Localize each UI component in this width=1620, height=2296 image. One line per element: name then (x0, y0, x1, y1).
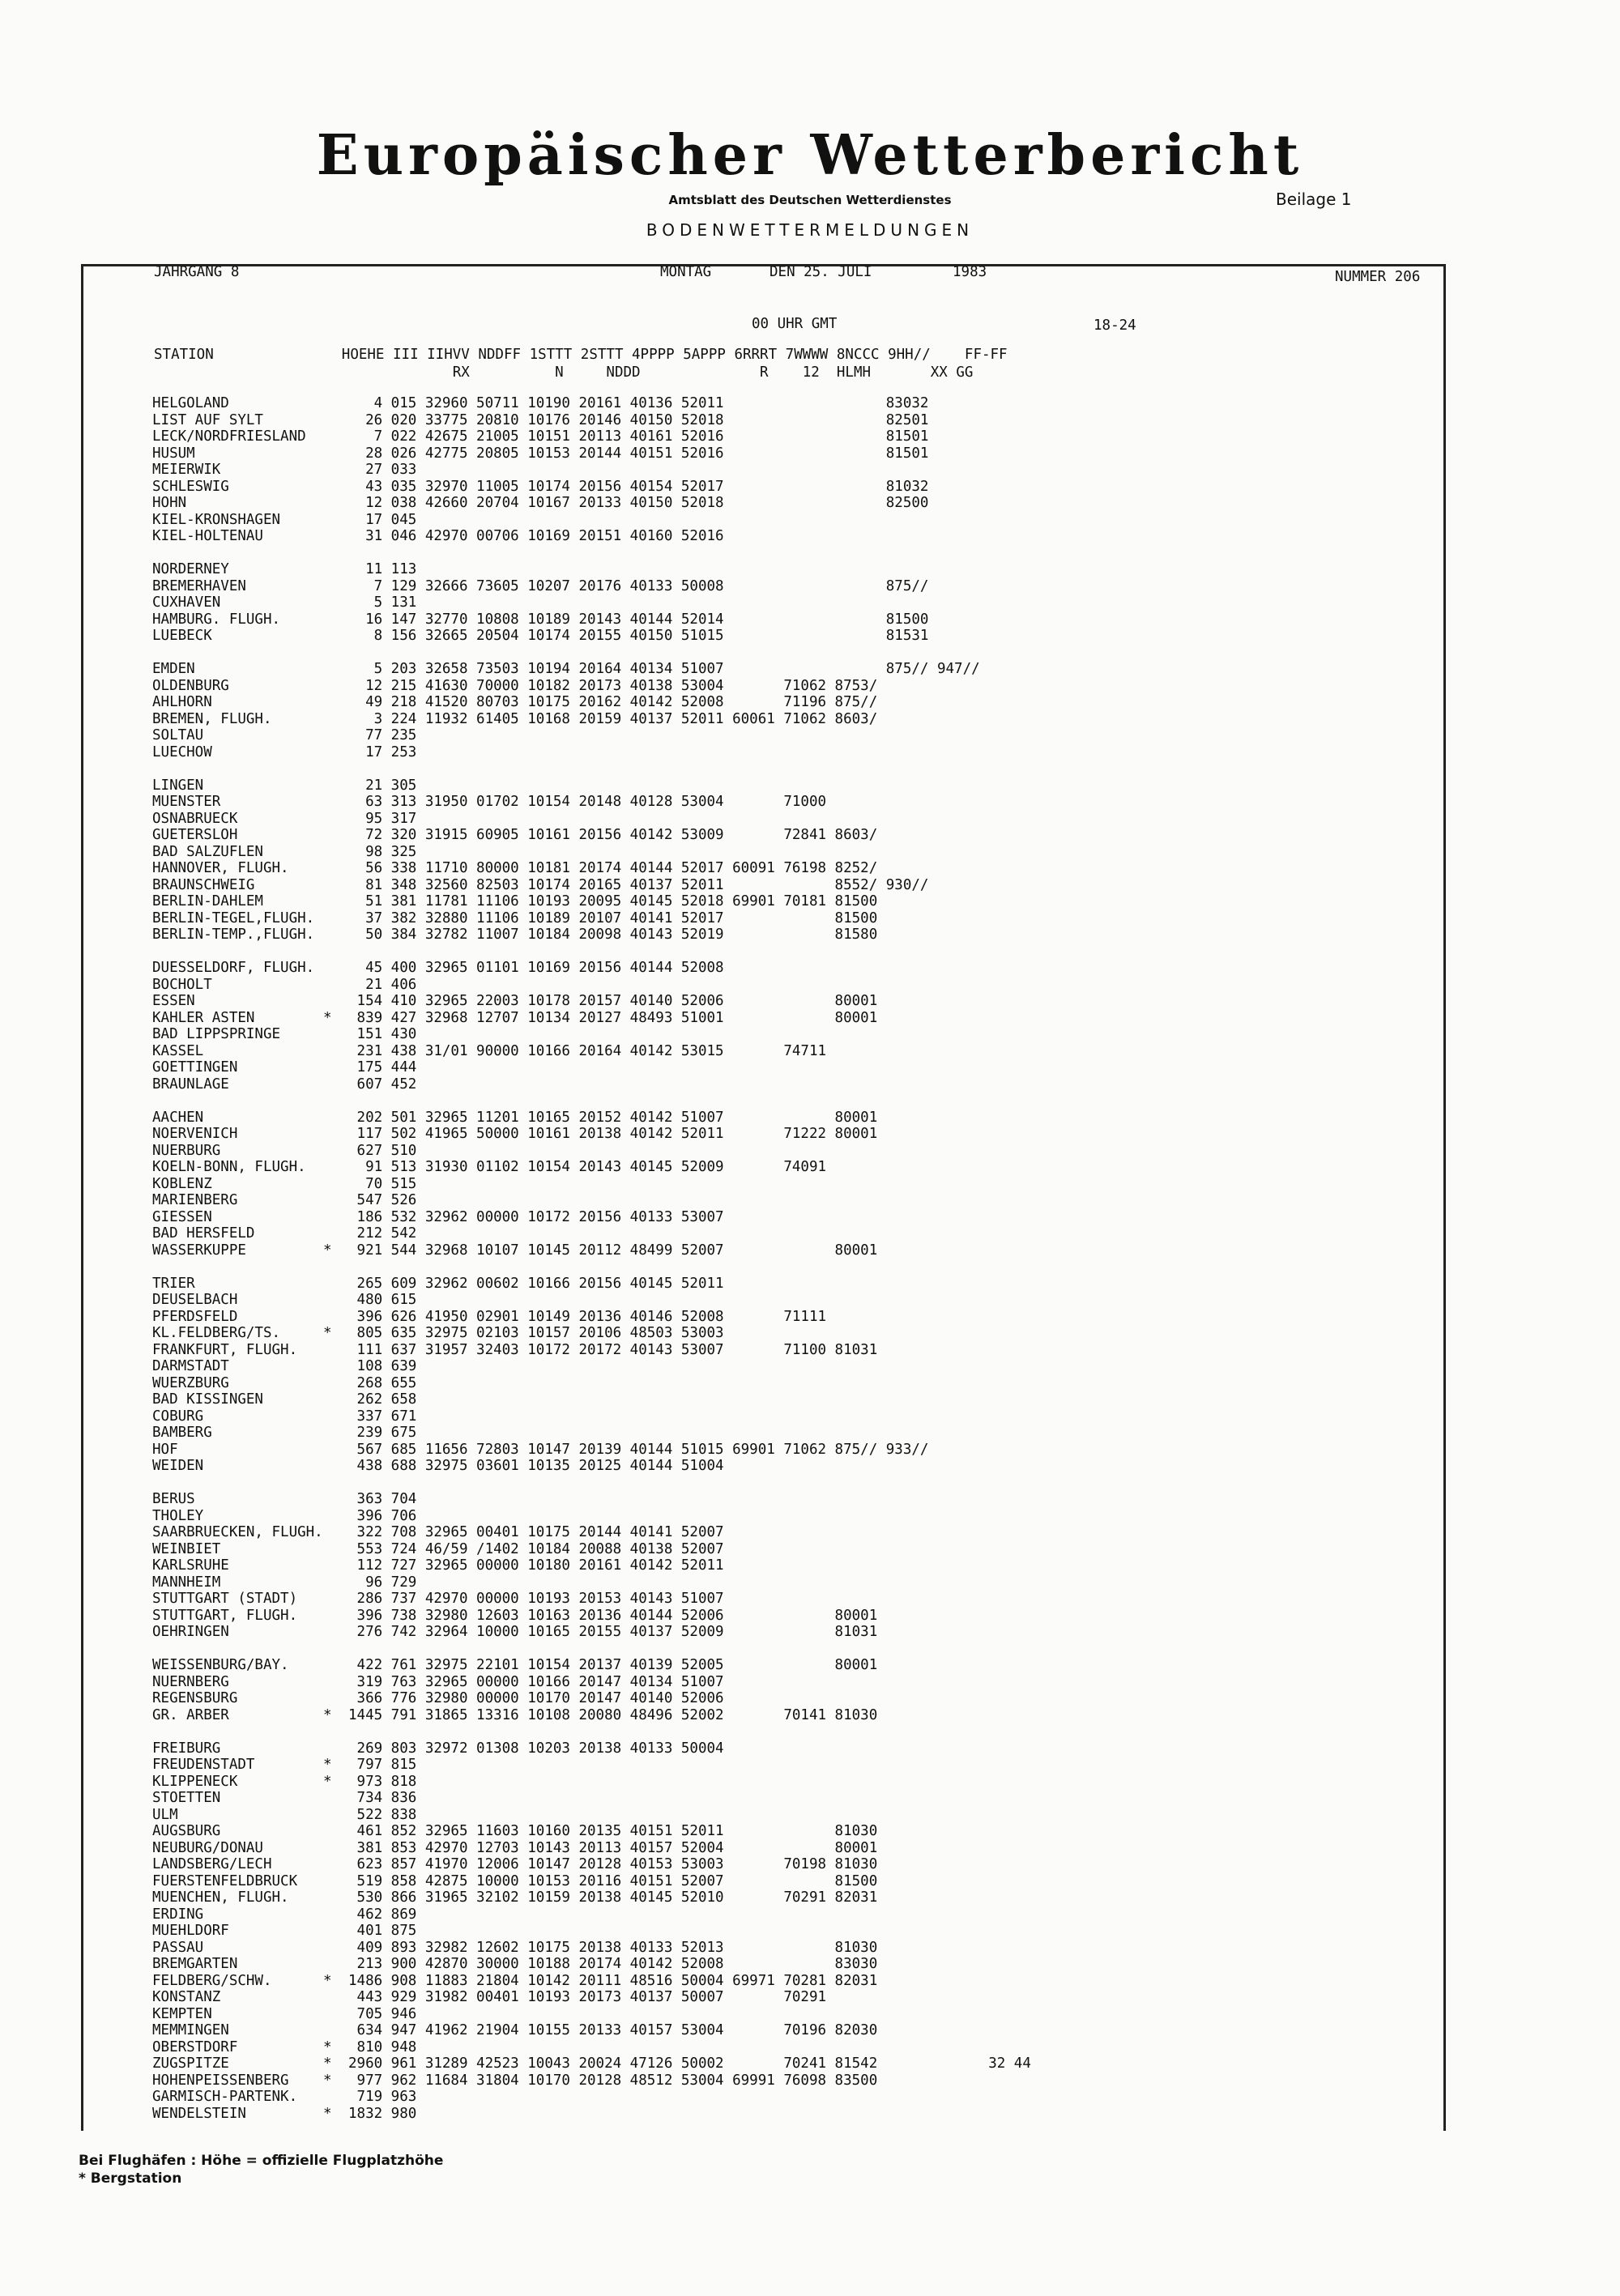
station-codes: 337 671 (348, 1408, 417, 1425)
station-name: NUERBURG (152, 1142, 221, 1159)
station-codes: 81 348 32560 82503 10174 20165 40137 52011 8552/ 930// (348, 876, 929, 893)
mountain-station-marker: * (323, 1773, 332, 1790)
station-name: OSNABRUECK (152, 810, 238, 827)
station-codes: 212 542 (348, 1225, 417, 1242)
station-name: WEISSENBURG/BAY. (152, 1657, 289, 1673)
mountain-station-marker: * (323, 2072, 332, 2089)
station-codes: 151 430 (348, 1026, 417, 1042)
station-codes: 43 035 32970 11005 10174 20156 40154 52017 81032 (348, 478, 929, 495)
station-codes: 705 946 (348, 2005, 417, 2022)
station-name: LECK/NORDFRIESLAND (152, 428, 306, 445)
station-codes: 797 815 (348, 1757, 417, 1773)
station-name: ZUGSPITZE (152, 2055, 229, 2072)
observation-time: 00 UHR GMT (752, 316, 838, 332)
station-name: KLIPPENECK (152, 1773, 238, 1790)
station-codes: 262 658 (348, 1391, 417, 1408)
mountain-station-marker: * (323, 2038, 332, 2055)
station-codes: 530 866 31965 32102 10159 20138 40145 52010 70291 82031 (348, 1889, 878, 1906)
station-codes: 70 515 (348, 1175, 417, 1192)
station-codes: 56 338 11710 80000 10181 20174 40144 52017 60091 76198 8252/ (348, 860, 878, 876)
station-codes: 12 038 42660 20704 10167 20133 40150 52018 82500 (348, 495, 929, 511)
station-name: SAARBRUECKEN, FLUGH. (152, 1524, 323, 1540)
station-name: LUECHOW (152, 743, 212, 760)
station-name: STOETTEN (152, 1790, 221, 1806)
station-codes: 117 502 41965 50000 10161 20138 40142 52011 71222 80001 (348, 1126, 878, 1142)
station-name: KOBLENZ (152, 1175, 212, 1192)
station-name: KONSTANZ (152, 1989, 221, 2005)
station-codes: 396 738 32980 12603 10163 20136 40144 52006 80001 (348, 1607, 878, 1624)
station-codes: 51 381 11781 11106 10193 20095 40145 52018 69901 70181 81500 (348, 893, 878, 909)
station-codes: 11 113 (348, 561, 417, 577)
station-codes: 231 438 31/01 90000 10166 20164 40142 53015 74711 (348, 1042, 827, 1059)
station-name: BAD HERSFELD (152, 1225, 255, 1242)
station-codes: 16 147 32770 10808 10189 20143 40144 52014 81500 (348, 611, 929, 628)
station-codes: 202 501 32965 11201 10165 20152 40142 51007 80001 (348, 1109, 878, 1126)
station-name: AHLHORN (152, 694, 212, 710)
station-codes: 96 729 (348, 1574, 417, 1591)
station-name: GOETTINGEN (152, 1059, 238, 1076)
station-name: REGENSBURG (152, 1690, 238, 1706)
station-name: LIST AUF SYLT (152, 411, 263, 428)
station-codes: 98 325 (348, 843, 417, 860)
mountain-station-marker: * (323, 1972, 332, 1989)
station-name: OBERSTDORF (152, 2038, 238, 2055)
station-codes: 839 427 32968 12707 10134 20127 48493 51001 80001 (348, 1009, 878, 1026)
station-codes: 480 615 (348, 1292, 417, 1308)
station-codes: 719 963 (348, 2089, 417, 2105)
station-codes: 810 948 (348, 2038, 417, 2055)
station-codes: 26 020 33775 20810 10176 20146 40150 52018 82501 (348, 411, 929, 428)
station-name: AUGSBURG (152, 1823, 221, 1839)
column-header-row-2: RX N NDDD R 12 HLMH XX GG (154, 364, 974, 381)
station-name: HUSUM (152, 445, 195, 462)
station-codes: 72 320 31915 60905 10161 20156 40142 53009 72841 8603/ (348, 827, 878, 843)
station-codes: 396 706 (348, 1507, 417, 1524)
station-codes: 45 400 32965 01101 10169 20156 40144 52008 (348, 960, 724, 976)
station-codes: 265 609 32962 00602 10166 20156 40145 52011 (348, 1275, 724, 1292)
station-codes: 422 761 32975 22101 10154 20137 40139 52005 80001 (348, 1657, 878, 1673)
station-name: BREMEN, FLUGH. (152, 710, 272, 727)
station-name: GIESSEN (152, 1208, 212, 1225)
station-name: BOCHOLT (152, 976, 212, 993)
station-name: LANDSBERG/LECH (152, 1856, 272, 1872)
publisher-subtitle: Amtsblatt des Deutschen Wetterdienstes (668, 193, 952, 207)
station-codes: 2960 961 31289 42523 10043 20024 47126 50002 70241 81542 32 44 (348, 2055, 1031, 2072)
station-name: BAD LIPPSPRINGE (152, 1026, 281, 1042)
time-range-label: 18-24 (1094, 317, 1136, 334)
station-codes: 627 510 (348, 1142, 417, 1159)
station-name: MUENCHEN, FLUGH. (152, 1889, 289, 1906)
station-name: NOERVENICH (152, 1126, 238, 1142)
station-name: FELDBERG/SCHW. (152, 1972, 272, 1989)
station-codes: 213 900 42870 30000 10188 20174 40142 52008 83030 (348, 1956, 878, 1972)
station-codes: 977 962 11684 31804 10170 20128 48512 53004 69991 76098 83500 (348, 2072, 878, 2089)
station-codes: 547 526 (348, 1192, 417, 1208)
footnote-mountain-station: * Bergstation (79, 2170, 182, 2187)
station-name: GUETERSLOH (152, 827, 238, 843)
station-name: MUENSTER (152, 794, 221, 810)
station-codes: 3 224 11932 61405 10168 20159 40137 52011 60061 71062 8603/ (348, 710, 878, 727)
station-name: LINGEN (152, 777, 204, 794)
station-codes: 381 853 42970 12703 10143 20113 40157 52004 80001 (348, 1839, 878, 1856)
date-label: DEN 25. JULI (770, 264, 872, 280)
station-name: KL.FELDBERG/TS. (152, 1325, 281, 1341)
station-codes: 396 626 41950 02901 10149 20136 40146 52008 71111 (348, 1308, 827, 1325)
station-name: AACHEN (152, 1109, 204, 1126)
station-name: BAMBERG (152, 1425, 212, 1441)
station-name: BRAUNSCHWEIG (152, 876, 255, 893)
station-name: BAD KISSINGEN (152, 1391, 263, 1408)
station-name: HELGOLAND (152, 395, 229, 411)
station-codes: 111 637 31957 32403 10172 20172 40143 53007 71100 81031 (348, 1341, 878, 1358)
station-name: OLDENBURG (152, 677, 229, 694)
station-codes: 31 046 42970 00706 10169 20151 40160 52016 (348, 528, 724, 544)
station-codes: 5 131 (348, 594, 417, 611)
station-name: CUXHAVEN (152, 594, 221, 611)
station-codes: 973 818 (348, 1773, 417, 1790)
station-codes: 805 635 32975 02103 10157 20106 48503 53003 (348, 1325, 724, 1341)
station-name: KEMPTEN (152, 2005, 212, 2022)
station-name: PASSAU (152, 1939, 204, 1956)
year-label: 1983 (953, 264, 987, 280)
station-codes: 50 384 32782 11007 10184 20098 40143 52019 81580 (348, 926, 878, 943)
station-codes: 623 857 41970 12006 10147 20128 40153 53003 70198 81030 (348, 1856, 878, 1872)
station-codes: 186 532 32962 00000 10172 20156 40133 53007 (348, 1208, 724, 1225)
weekday-label: MONTAG (660, 264, 712, 280)
mountain-station-marker: * (323, 1242, 332, 1259)
station-codes: 409 893 32982 12602 10175 20138 40133 52013 81030 (348, 1939, 878, 1956)
station-name: WENDELSTEIN (152, 2105, 246, 2122)
station-codes: 1832 980 (348, 2105, 417, 2122)
station-name: MEIERWIK (152, 462, 221, 478)
station-name: WEIDEN (152, 1458, 204, 1474)
issue-number: NUMMER 206 (1335, 269, 1421, 285)
station-name: DEUSELBACH (152, 1292, 238, 1308)
station-name: HOHENPEISSENBERG (152, 2072, 289, 2089)
station-name: FREIBURG (152, 1740, 221, 1757)
station-name: BERLIN-TEMP.,FLUGH. (152, 926, 315, 943)
station-name: OEHRINGEN (152, 1624, 229, 1640)
station-name: BERLIN-DAHLEM (152, 893, 263, 909)
station-name: KAHLER ASTEN (152, 1009, 255, 1026)
station-name: MARIENBERG (152, 1192, 238, 1208)
station-name: WUERZBURG (152, 1374, 229, 1391)
station-name: MEMMINGEN (152, 2022, 229, 2038)
page-title: Europäischer Wetterbericht (316, 123, 1304, 188)
station-codes: 276 742 32964 10000 10165 20155 40137 52009 81031 (348, 1624, 878, 1640)
station-name: BERUS (152, 1491, 195, 1507)
station-name: NEUBURG/DONAU (152, 1839, 263, 1856)
station-name: KOELN-BONN, FLUGH. (152, 1159, 306, 1175)
station-name: SOLTAU (152, 727, 204, 743)
station-name: HOF (152, 1441, 178, 1458)
mountain-station-marker: * (323, 1706, 332, 1723)
station-name: HAMBURG. FLUGH. (152, 611, 281, 628)
station-codes: 7 129 32666 73605 10207 20176 40133 50008 875// (348, 577, 929, 594)
station-name: MUEHLDORF (152, 1923, 229, 1939)
station-name: STUTTGART, FLUGH. (152, 1607, 298, 1624)
station-codes: 462 869 (348, 1906, 417, 1923)
station-codes: 522 838 (348, 1806, 417, 1823)
station-codes: 112 727 32965 00000 10180 20161 40142 52011 (348, 1557, 724, 1574)
station-codes: 175 444 (348, 1059, 417, 1076)
station-codes: 286 737 42970 00000 10193 20153 40143 51007 (348, 1591, 724, 1607)
station-name: WEINBIET (152, 1540, 221, 1557)
station-name: ERDING (152, 1906, 204, 1923)
station-codes: 401 875 (348, 1923, 417, 1939)
station-name: MANNHEIM (152, 1574, 221, 1591)
station-name: PFERDSFELD (152, 1308, 238, 1325)
station-name: THOLEY (152, 1507, 204, 1524)
station-name: BREMGARTEN (152, 1956, 238, 1972)
footnote-airports: Bei Flughäfen : Höhe = offizielle Flugplatzhöhe (79, 2153, 444, 2169)
station-codes: 366 776 32980 00000 10170 20147 40140 52006 (348, 1690, 724, 1706)
station-codes: 63 313 31950 01702 10154 20148 40128 53004 71000 (348, 794, 827, 810)
station-codes: 154 410 32965 22003 10178 20157 40140 52006 80001 (348, 993, 878, 1009)
station-codes: 1445 791 31865 13316 10108 20080 48496 52002 70141 81030 (348, 1706, 878, 1723)
station-name: BERLIN-TEGEL,FLUGH. (152, 909, 315, 926)
station-codes: 21 305 (348, 777, 417, 794)
station-codes: 27 033 (348, 462, 417, 478)
station-name: GR. ARBER (152, 1706, 229, 1723)
mountain-station-marker: * (323, 2055, 332, 2072)
station-name: KARLSRUHE (152, 1557, 229, 1574)
station-name: ESSEN (152, 993, 195, 1009)
station-codes: 8 156 32665 20504 10174 20155 40150 51015 81531 (348, 628, 929, 644)
beilage-label: Beilage 1 (1276, 190, 1352, 209)
station-name: HOHN (152, 495, 187, 511)
station-codes: 12 215 41630 70000 10182 20173 40138 53004 71062 8753/ (348, 677, 878, 694)
station-name: NUERNBERG (152, 1673, 229, 1690)
station-codes: 269 803 32972 01308 10203 20138 40133 50004 (348, 1740, 724, 1757)
station-codes: 17 253 (348, 743, 417, 760)
column-header-row-1: STATION HOEHE III IIHVV NDDFF 1STTT 2STTT 4PPPP 5APPP 6RRRT 7WWWW 8NCCC 9HH// FF-FF (154, 347, 1008, 363)
station-name: COBURG (152, 1408, 204, 1425)
mountain-station-marker: * (323, 2105, 332, 2122)
station-name: SCHLESWIG (152, 478, 229, 495)
station-name: NORDERNEY (152, 561, 229, 577)
station-name: TRIER (152, 1275, 195, 1292)
station-codes: 519 858 42875 10000 10153 20116 40151 52007 81500 (348, 1872, 878, 1889)
station-codes: 921 544 32968 10107 10145 20112 48499 52007 80001 (348, 1242, 878, 1259)
station-name: LUEBECK (152, 628, 212, 644)
mountain-station-marker: * (323, 1009, 332, 1026)
station-codes: 37 382 32880 11106 10189 20107 40141 52017 81500 (348, 909, 878, 926)
station-codes: 363 704 (348, 1491, 417, 1507)
station-codes: 28 026 42775 20805 10153 20144 40151 52016 81501 (348, 445, 929, 462)
mountain-station-marker: * (323, 1325, 332, 1341)
station-codes: 607 452 (348, 1076, 417, 1093)
station-name: FREUDENSTADT (152, 1757, 255, 1773)
station-codes: 95 317 (348, 810, 417, 827)
station-codes: 17 045 (348, 511, 417, 528)
station-name: GARMISCH-PARTENK. (152, 2089, 298, 2105)
station-name: KIEL-HOLTENAU (152, 528, 263, 544)
station-codes: 21 406 (348, 976, 417, 993)
station-codes: 4 015 32960 50711 10190 20161 40136 52011 83032 (348, 395, 929, 411)
station-name: KIEL-KRONSHAGEN (152, 511, 281, 528)
station-codes: 734 836 (348, 1790, 417, 1806)
station-name: EMDEN (152, 661, 195, 677)
station-name: FUERSTENFELDBRUCK (152, 1872, 298, 1889)
station-name: WASSERKUPPE (152, 1242, 246, 1259)
station-name: STUTTGART (STADT) (152, 1591, 298, 1607)
station-codes: 91 513 31930 01102 10154 20143 40145 52009 74091 (348, 1159, 827, 1175)
mountain-station-marker: * (323, 1757, 332, 1773)
station-name: ULM (152, 1806, 178, 1823)
station-codes: 49 218 41520 80703 10175 20162 40142 52008 71196 875// (348, 694, 878, 710)
station-name: BREMERHAVEN (152, 577, 246, 594)
station-name: BRAUNLAGE (152, 1076, 229, 1093)
section-heading: BODENWETTERMELDUNGEN (646, 220, 974, 240)
jahrgang-label: JAHRGANG 8 (154, 264, 240, 280)
station-codes: 1486 908 11883 21804 10142 20111 48516 50004 69971 70281 82031 (348, 1972, 878, 1989)
station-name: BAD SALZUFLEN (152, 843, 263, 860)
station-name: KASSEL (152, 1042, 204, 1059)
station-name: HANNOVER, FLUGH. (152, 860, 289, 876)
station-codes: 268 655 (348, 1374, 417, 1391)
station-codes: 461 852 32965 11603 10160 20135 40151 52011 81030 (348, 1823, 878, 1839)
station-codes: 77 235 (348, 727, 417, 743)
station-codes: 319 763 32965 00000 10166 20147 40134 51007 (348, 1673, 724, 1690)
station-codes: 5 203 32658 73503 10194 20164 40134 51007 875// 947// (348, 661, 980, 677)
station-codes: 438 688 32975 03601 10135 20125 40144 51004 (348, 1458, 724, 1474)
station-codes: 553 724 46/59 /1402 10184 20088 40138 52007 (348, 1540, 724, 1557)
station-codes: 322 708 32965 00401 10175 20144 40141 52007 (348, 1524, 724, 1540)
station-codes: 108 639 (348, 1358, 417, 1374)
station-codes: 443 929 31982 00401 10193 20173 40137 50007 70291 (348, 1989, 827, 2005)
station-name: DARMSTADT (152, 1358, 229, 1374)
station-name: FRANKFURT, FLUGH. (152, 1341, 298, 1358)
station-codes: 634 947 41962 21904 10155 20133 40157 53004 70196 82030 (348, 2022, 878, 2038)
station-name: DUESSELDORF, FLUGH. (152, 960, 315, 976)
station-codes: 7 022 42675 21005 10151 20113 40161 52016 81501 (348, 428, 929, 445)
station-codes: 239 675 (348, 1425, 417, 1441)
station-codes: 567 685 11656 72803 10147 20139 40144 51015 69901 71062 875// 933// (348, 1441, 929, 1458)
